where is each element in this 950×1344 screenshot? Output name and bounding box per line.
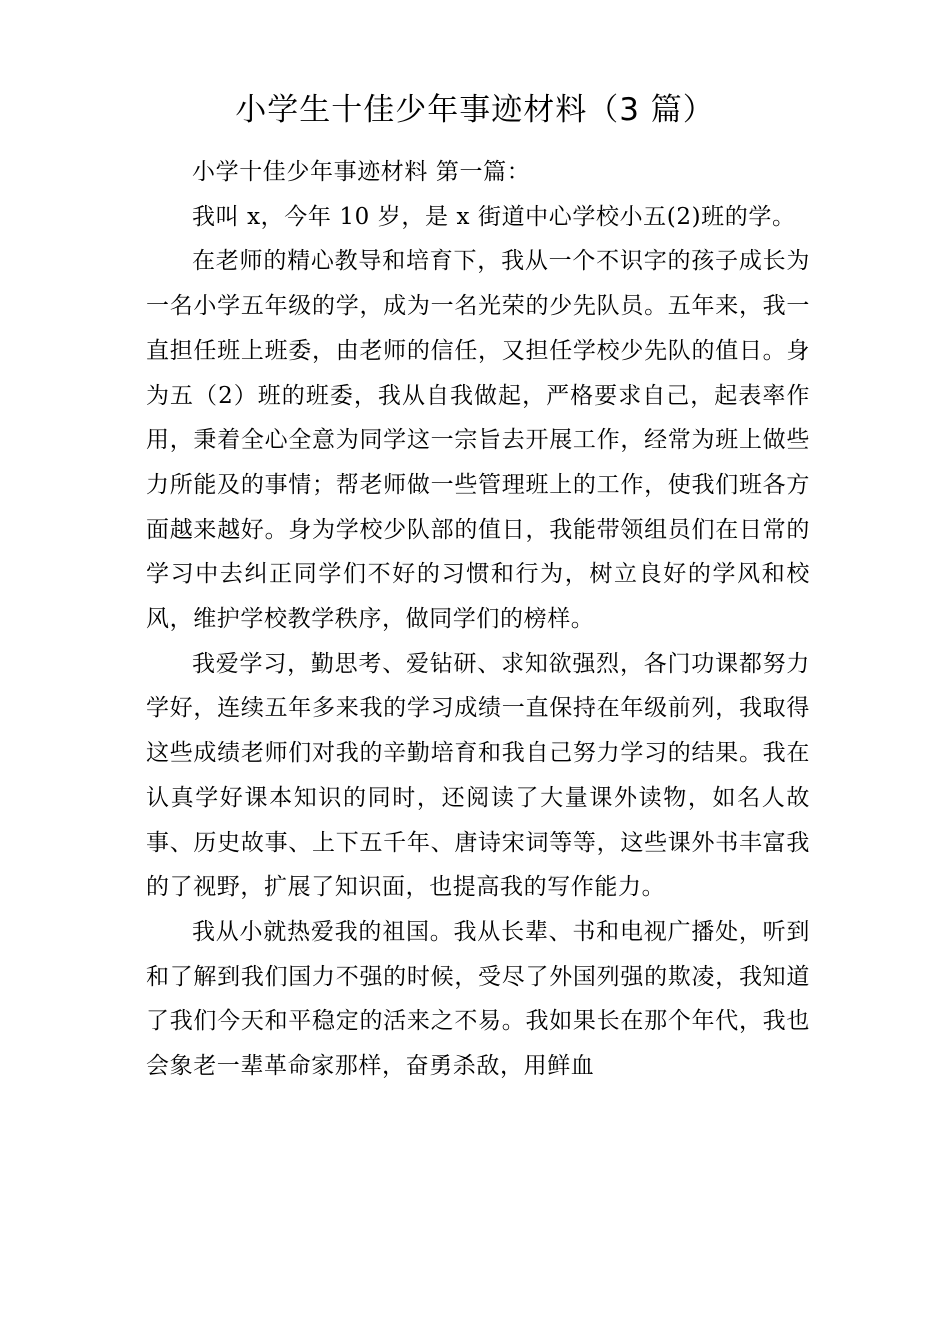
paragraph-class-duties: 在老师的精心教导和培育下，我从一个不识字的孩子成长为一名小学五年级的学，成为一名光荣的少先队员。五年来，我一直担任班上班委，由老师的信任，又担任学校少先队的值日。身为五（2）班的班委，我从自我做起，严格要求自己，起表率作用，秉着全心全意为同学这一宗旨去开展工作，经常为班上做些力所能及的事情；帮老师做一些管理班上的工作，使我们班各方面越来越好。身为学校少队部的值日，我能带领组员们在日常的学习中去纠正同学们不好的习惯和行为，树立良好的学风和校风，维护学校教学秩序，做同学们的榜样。 [146, 248, 810, 633]
paragraph-study: 我爱学习，勤思考、爱钻研、求知欲强烈，各门功课都努力学好，连续五年多来我的学习成绩一直保持在年级前列，我取得这些成绩老师们对我的辛勤培育和我自己努力学习的结果。我在认真学好课本知识的同时，还阅读了大量课外读物，如名人故事、历史故事、上下五千年、唐诗宋词等等，这些课外书丰富我的了视野，扩展了知识面，也提高我的写作能力。 [146, 650, 810, 901]
document-body [146, 150, 810, 1089]
paragraph-intro: 我叫 x，今年 10 岁，是 x 街道中心学校小五(2)班的学。 [192, 203, 796, 230]
document-title: 小学生十佳少年事迹材料（3 篇） [235, 92, 715, 128]
section-heading: 小学十佳少年事迹材料 第一篇： [192, 159, 531, 185]
paragraph-patriotism: 我从小就热爱我的祖国。我从长辈、书和电视广播处，听到和了解到我们国力不强的时候，受尽了外国列强的欺凌，我知道了我们今天和平稳定的活来之不易。我如果长在那个年代，我也会象老一辈革命家那样，奋勇杀敌，用鲜血 [146, 918, 810, 1080]
